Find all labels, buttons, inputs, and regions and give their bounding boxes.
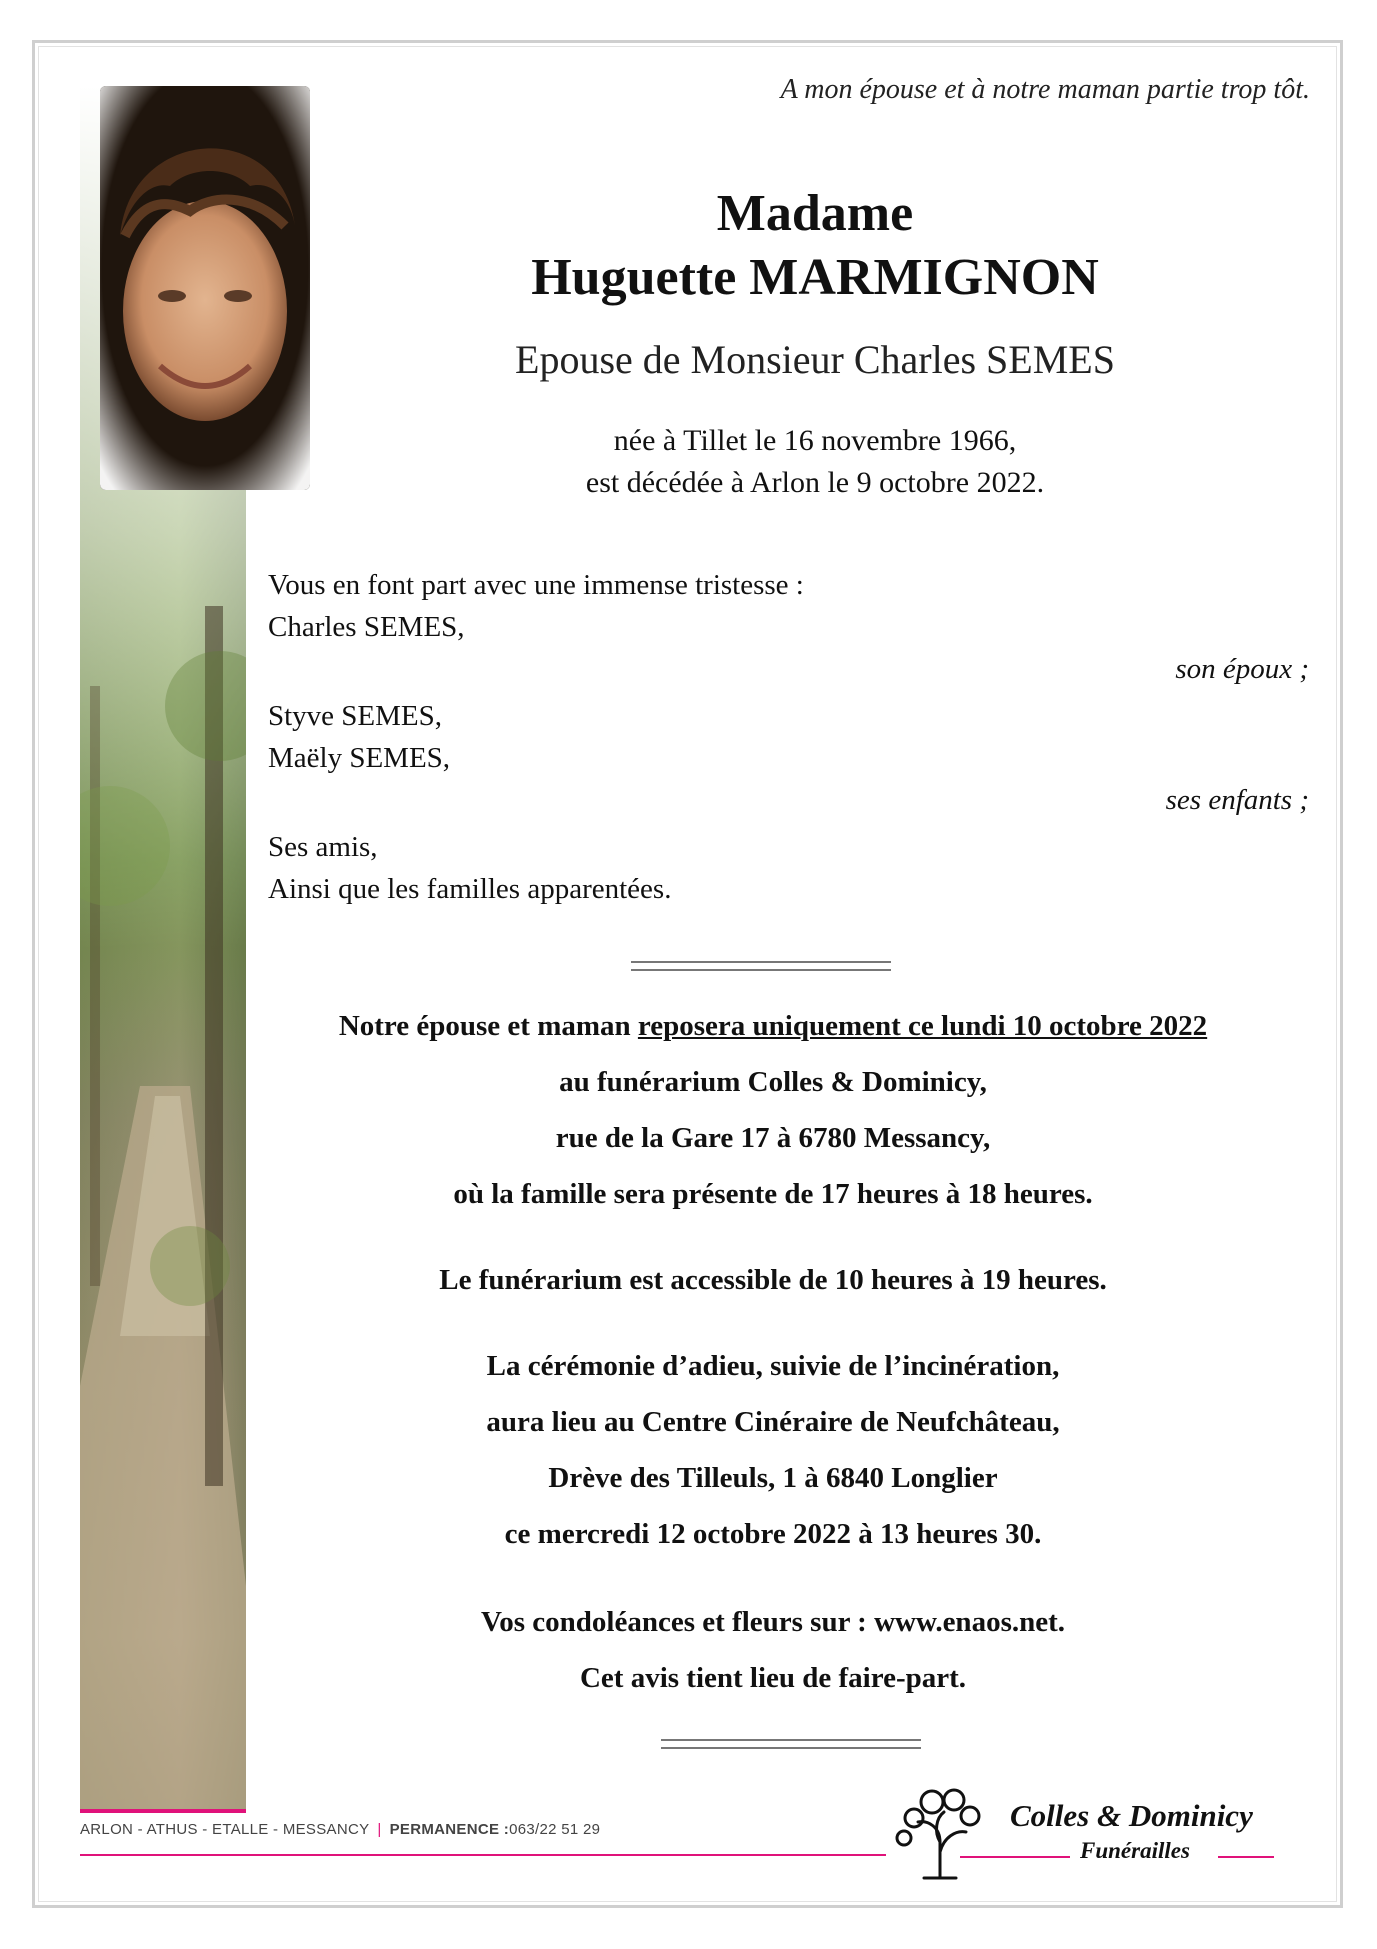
phone-number: 063/22 51 29: [509, 1821, 601, 1838]
spouse-relation: son époux ;: [1175, 653, 1309, 685]
brand-name: Colles & Dominicy: [1010, 1798, 1253, 1833]
death-line: est décédée à Arlon le 9 octobre 2022.: [585, 466, 1045, 499]
towns: ARLON - ATHUS - ETALLE - MESSANCY: [80, 1821, 370, 1838]
portrait-photo: [100, 86, 310, 490]
friends-line: Ses amis,: [268, 831, 378, 863]
ceremony-line: aura lieu au Centre Cinéraire de Neufchâteau,: [486, 1406, 1060, 1438]
child-name: Maëly SEMES,: [268, 742, 451, 774]
relatives-line: Ainsi que les familles apparentées.: [268, 873, 672, 905]
salutation: Madame: [716, 185, 914, 242]
footer-separator: |: [377, 1821, 382, 1838]
portrait-illustration: [100, 86, 310, 490]
footer-contact: [80, 1821, 600, 1838]
children-relation: ses enfants ;: [1165, 784, 1309, 816]
deceased-name: Huguette MARMIGNON: [531, 249, 1099, 306]
viewing-date: reposera uniquement ce lundi 10 octobre 2022: [637, 1010, 1208, 1042]
ceremony-line: Drève des Tilleuls, 1 à 6840 Longlier: [548, 1462, 998, 1494]
accent-rule: [80, 1809, 246, 1813]
footer-rule: [80, 1854, 886, 1856]
ceremony-line: ce mercredi 12 octobre 2022 à 13 heures 30.: [504, 1518, 1042, 1550]
birth-line: née à Tillet le 16 novembre 1966,: [613, 424, 1017, 457]
family-intro: Vous en font part avec une immense tristesse :: [268, 569, 804, 601]
access-hours: Le funérarium est accessible de 10 heures à 19 heures.: [439, 1264, 1107, 1296]
child-name: Styve SEMES,: [268, 700, 443, 732]
brand-subtitle: Funérailles: [1080, 1838, 1190, 1863]
spouse-name: Charles SEMES,: [268, 611, 465, 643]
funeral-home-address: rue de la Gare 17 à 6780 Messancy,: [555, 1122, 991, 1154]
spouse-line: Epouse de Monsieur Charles SEMES: [515, 337, 1115, 382]
notice-line: Cet avis tient lieu de faire-part.: [579, 1662, 967, 1694]
viewing-line: [268, 1010, 1278, 1043]
section-divider: [631, 961, 891, 971]
viewing-prefix: Notre épouse et maman: [338, 1010, 638, 1042]
brand-rule-right: [1218, 1856, 1274, 1858]
tree-logo-icon: [884, 1782, 996, 1882]
deceased-title: [420, 182, 1210, 310]
phone-label: PERMANENCE :: [389, 1821, 510, 1838]
brand-rule-left: [960, 1856, 1070, 1858]
dedication: A mon épouse et à notre maman partie trop tôt.: [780, 74, 1310, 105]
section-divider: [661, 1739, 921, 1749]
funeral-home: au funérarium Colles & Dominicy,: [559, 1066, 987, 1098]
dates: [420, 420, 1210, 504]
condolences-line: Vos condoléances et fleurs sur : www.enaos.net.: [480, 1606, 1066, 1638]
arrangements: [268, 1010, 1278, 1630]
family-presence: où la famille sera présente de 17 heures à 18 heures.: [453, 1178, 1093, 1210]
closing: [268, 1606, 1278, 1726]
ceremony-line: La cérémonie d’adieu, suivie de l’incinération,: [486, 1350, 1060, 1382]
